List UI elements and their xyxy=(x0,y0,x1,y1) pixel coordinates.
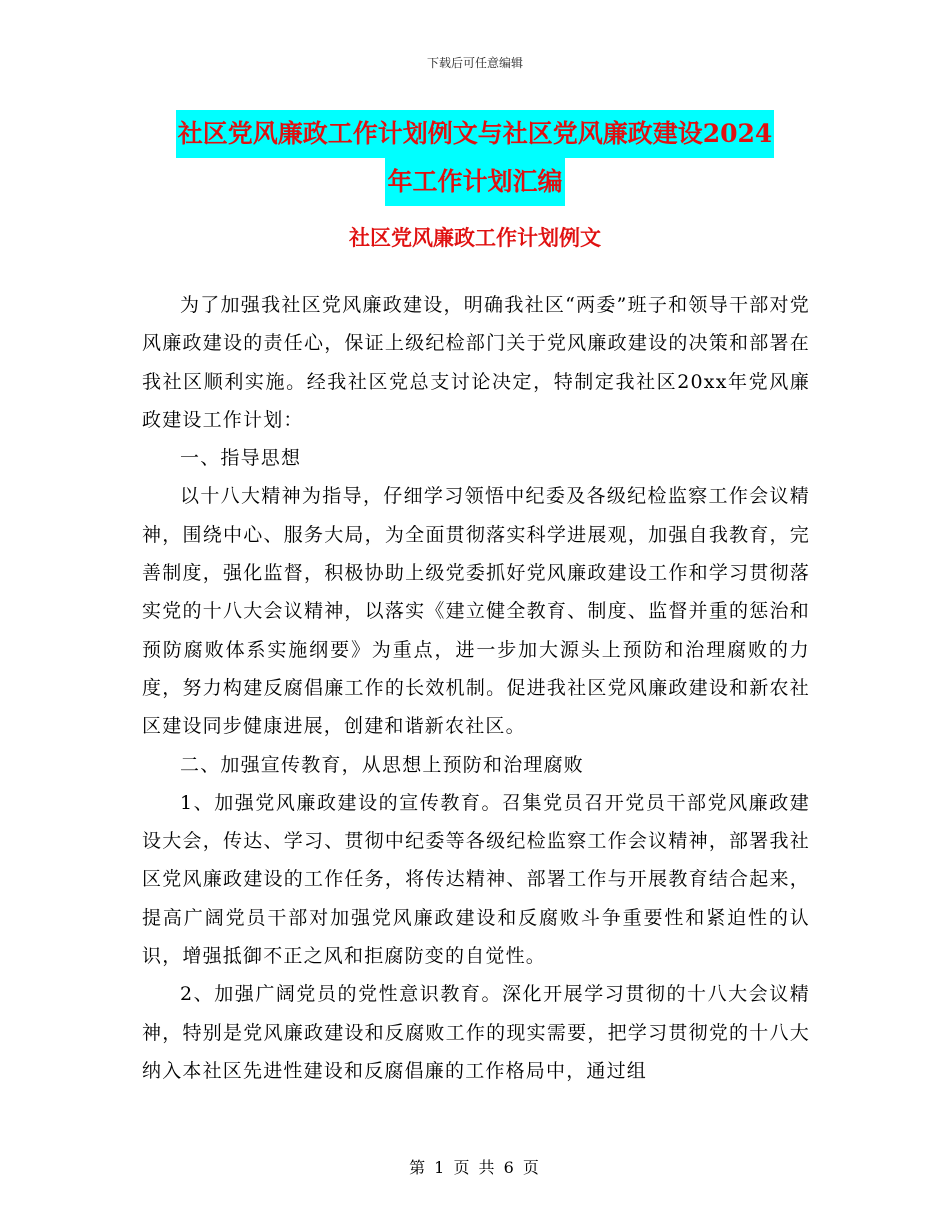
section-title: 社区党风廉政工作计划例文 xyxy=(349,225,601,250)
paragraph: 为了加强我社区党风廉政建设，明确我社区“两委”班子和领导干部对党风廉政建设的责任心，保证上级纪检部门关于党风廉政建设的决策和部署在我社区顺利实施。经我社区党总支讨论决定，特制定我社区20xx年党风廉政建设工作计划： xyxy=(142,294,810,431)
page-footer: 第 1 页 共 6 页 xyxy=(409,1158,541,1177)
paragraph: 1、加强党风廉政建设的宣传教育。召集党员召开党员干部党风廉政建设大会，传达、学习、贯彻中纪委等各级纪检监察工作会议精神，部署我社区党风廉政建设的工作任务，将传达精神、部署工作与开展教育结合起来，提高广阔党员干部对加强党风廉政建设和反腐败斗争重要性和紧迫性的认识，增强抵御不正之风和拒腐防变的自觉性。 xyxy=(142,791,810,968)
paragraph: 2、加强广阔党员的党性意识教育。深化开展学习贯彻的十八大会议精神，特别是党风廉政建设和反腐败工作的现实需要，把学习贯彻党的十八大纳入本社区先进性建设和反腐倡廉的工作格局中，通过组 xyxy=(142,983,810,1082)
document-title-line-2: 年工作计划汇编 xyxy=(385,158,564,206)
paragraph: 以十八大精神为指导，仔细学习领悟中纪委及各级纪检监察工作会议精神，围绕中心、服务大局，为全面贯彻落实科学进展观，加强自我教育，完善制度，强化监督，积极协助上级党委抓好党风廉政建设工作和学习贯彻落实党的十八大会议精神，以落实《建立健全教育、制度、监督并重的惩治和预防腐败体系实施纲要》为重点，进一步加大源头上预防和治理腐败的力度，努力构建反腐倡廉工作的长效机制。促进我社区党风廉政建设和新农社区建设同步健康进展，创建和谐新农社区。 xyxy=(142,485,810,738)
document-title-line-1: 社区党风廉政工作计划例文与社区党风廉政建设2024 xyxy=(176,110,775,158)
heading-publicity-education: 二、加强宣传教育，从思想上预防和治理腐败 xyxy=(180,753,585,776)
document-title xyxy=(0,110,950,206)
body-text xyxy=(142,286,810,1090)
heading-guiding-ideology: 一、指导思想 xyxy=(180,447,302,470)
header-note: 下载后可任意编辑 xyxy=(426,56,523,70)
